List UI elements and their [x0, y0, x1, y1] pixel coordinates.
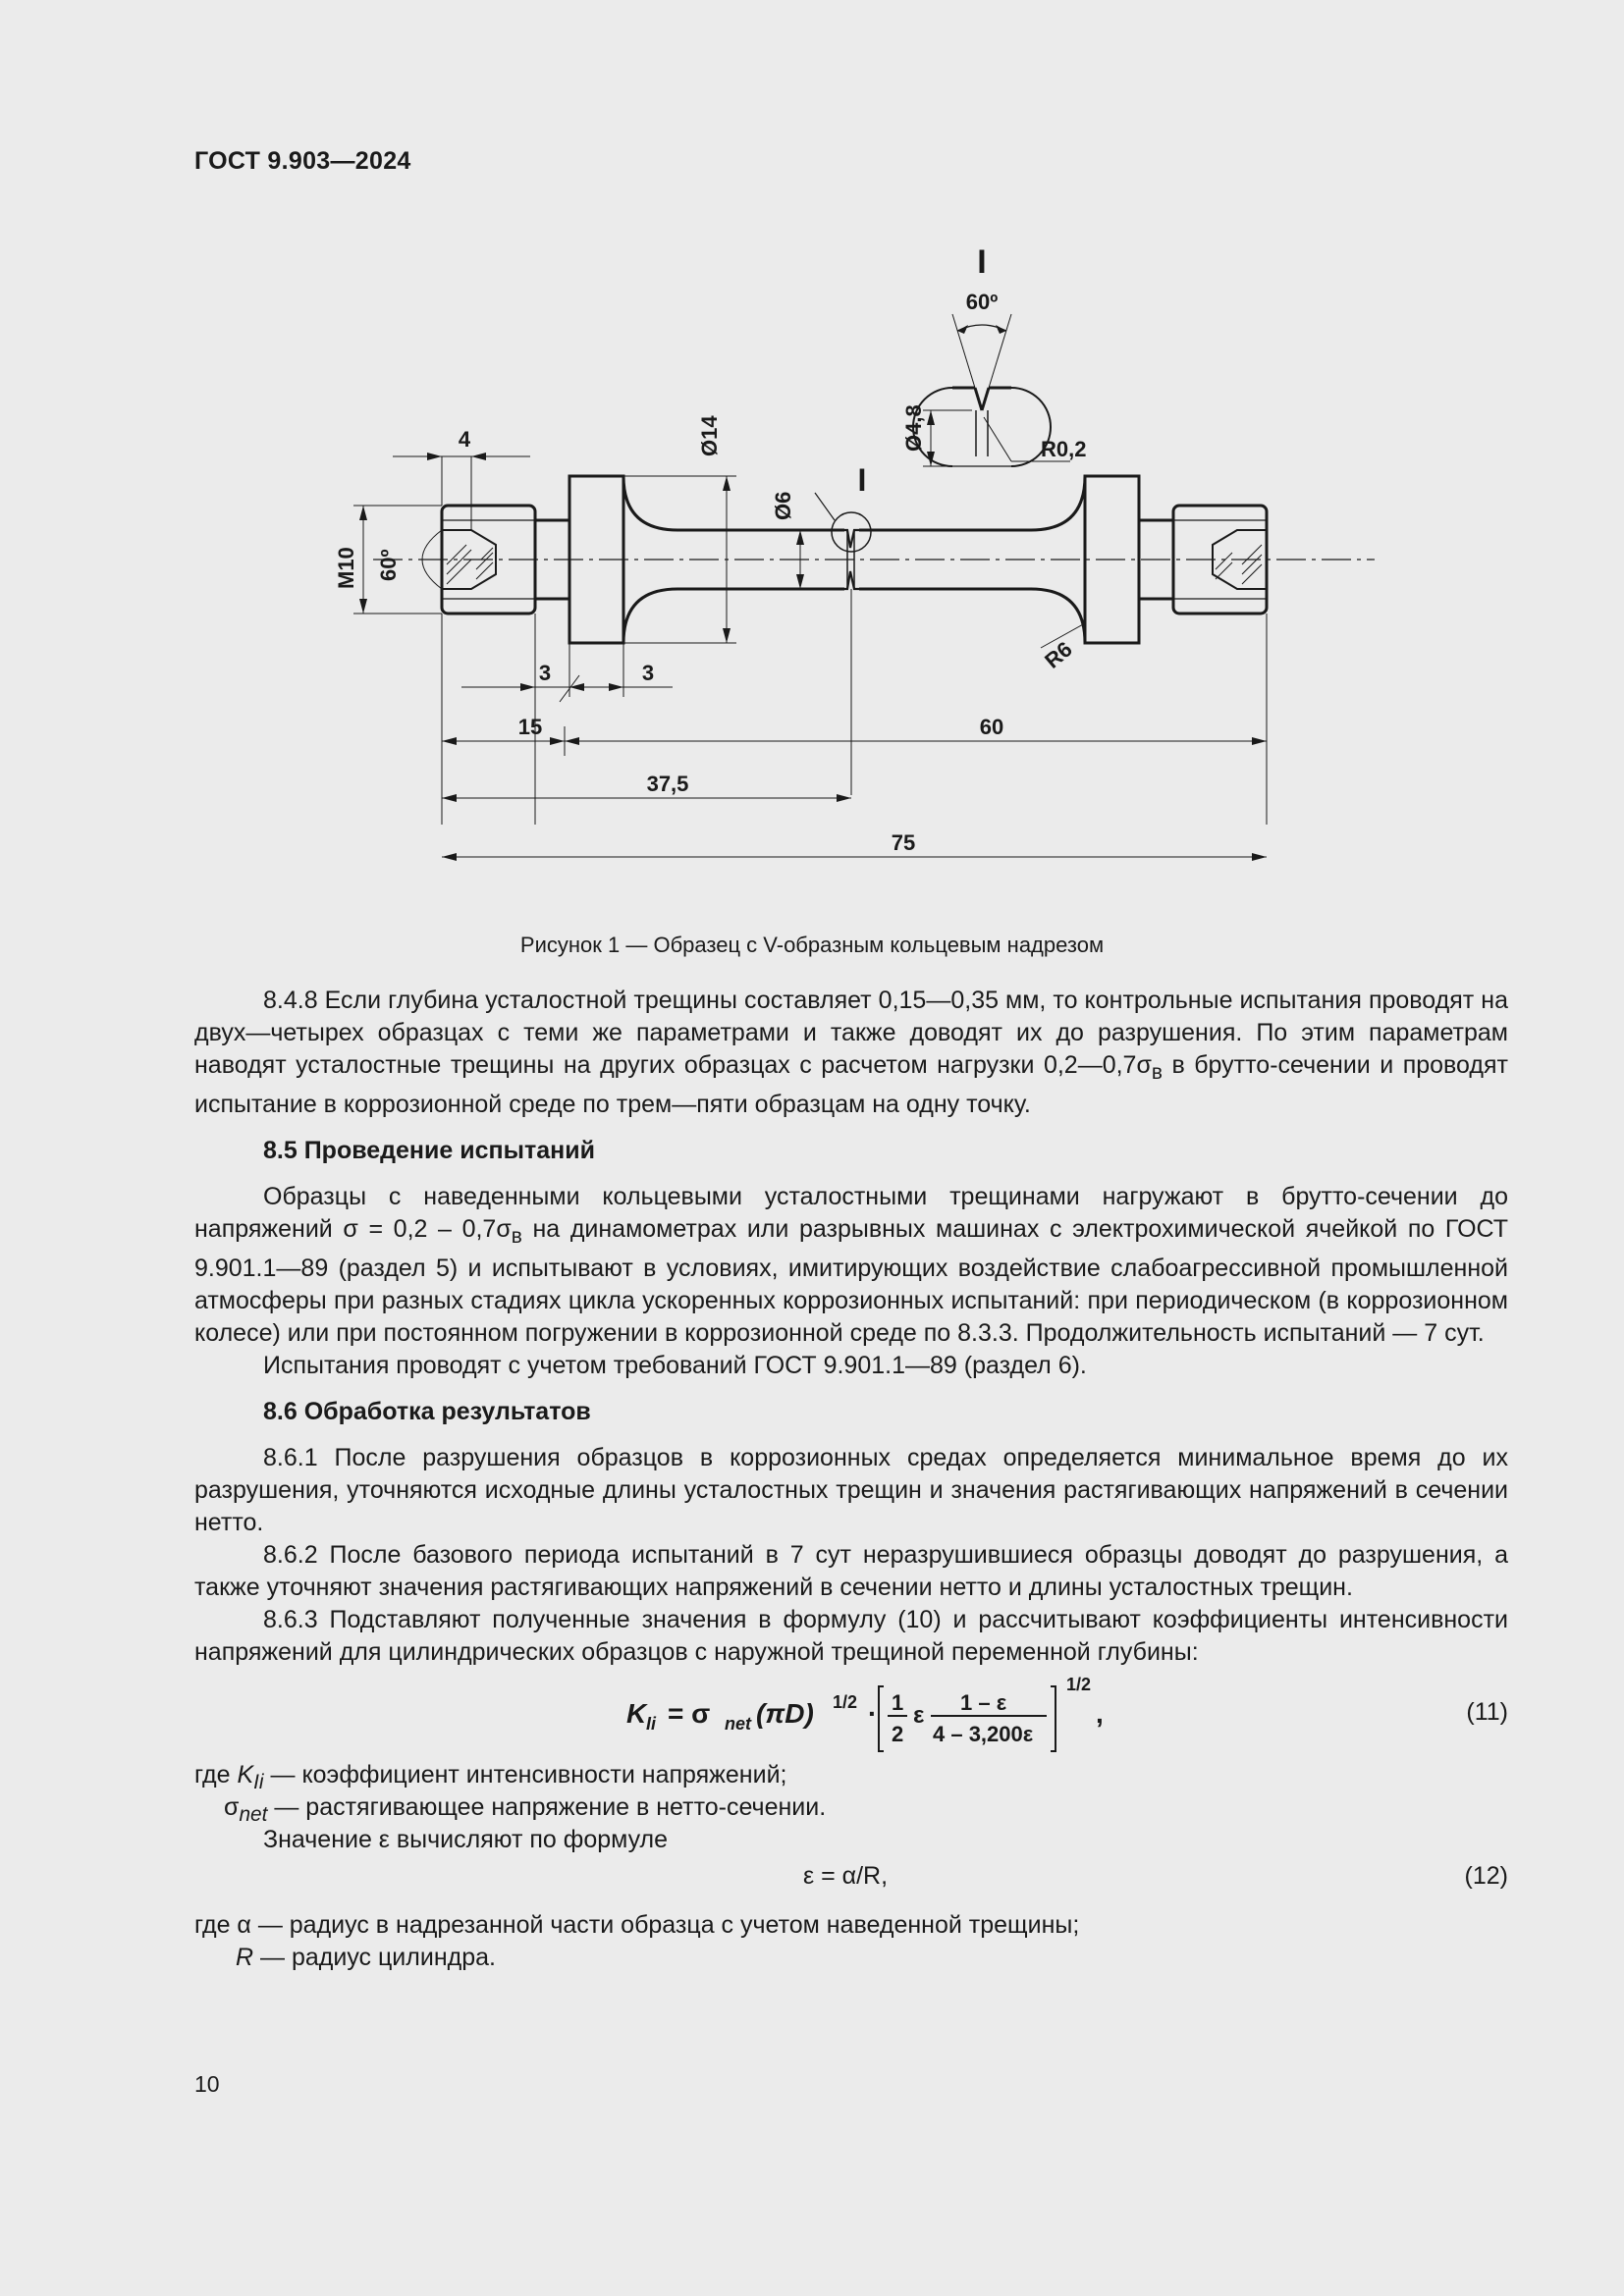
thread-label: M10 — [334, 547, 358, 589]
where-sigma: $\sigma_{net}$ — растягивающее напряжение в нетто-сечении. — [224, 1793, 827, 1826]
svg-text:net: net — [725, 1714, 751, 1734]
where-k: где $K_{Ii}$ — коэффициент интенсивности напряжений; — [194, 1761, 787, 1793]
formula-11-svg — [626, 1669, 1137, 1759]
document-code: ГОСТ 9.903—2024 — [194, 147, 411, 175]
detail-mark-label: I — [977, 243, 987, 281]
left-angle-label: 60º — [376, 549, 401, 581]
formula-12-number: (12) — [1464, 1862, 1508, 1890]
left-hatch — [447, 545, 493, 584]
paragraph-eps: Значение ε вычисляют по формуле — [263, 1826, 669, 1853]
svg-text:K: K — [626, 1698, 647, 1729]
svg-text:= σ: = σ — [668, 1698, 711, 1729]
svg-text:1 – ε: 1 – ε — [960, 1690, 1007, 1715]
dim-3-right-label: 3 — [641, 661, 655, 685]
formula-11 — [194, 1669, 1508, 1759]
svg-text:,: , — [1096, 1698, 1104, 1729]
dim-75-label: 75 — [891, 830, 916, 855]
detail-mark-small-label: I — [857, 462, 867, 498]
gauge-bottom-left — [623, 589, 844, 643]
svg-text:1/2: 1/2 — [833, 1692, 858, 1712]
svg-text:4 – 3,200ε: 4 – 3,200ε — [933, 1722, 1034, 1746]
paragraph-8-4-8: 8.4.8 Если глубина усталостной трещины составляет 0,15—0,35 мм, то контрольные испытания проводят на двух—четырех образцах с теми же параметрами и также доводят их до разрушения. По этим параметрам наводят усталостные трещины на других образцах с расчетом нагрузки $0,2—0,7\sigma_в$ в брутто-сечении и проводят испытание в коррозионной среде по трем—пяти образцам на одну точку. — [194, 987, 1508, 1118]
dim-60-label: 60 — [979, 715, 1004, 739]
gauge-diameter-label: Ø6 — [771, 491, 795, 520]
svg-text:2: 2 — [892, 1722, 904, 1746]
page-number: 10 — [194, 2071, 220, 2097]
formula-11-number: (11) — [1466, 1698, 1508, 1726]
specimen-drawing — [324, 236, 1404, 903]
dim-15-label: 15 — [517, 715, 543, 739]
formula-12-text: ε = α/R, — [803, 1862, 889, 1890]
svg-text:·: · — [868, 1698, 878, 1729]
svg-text:1/2: 1/2 — [1066, 1675, 1092, 1694]
gauge-bottom-right — [859, 589, 1085, 643]
body-text — [194, 985, 1508, 1974]
detail-radius-label: R0,2 — [1041, 437, 1087, 461]
paragraph-8-6-3: 8.6.3 Подставляют полученные значения в формулу (10) и рассчитывают коэффициенты интенсивности напряжений для цилиндрических образцов с наружной трещиной переменной глубины: — [194, 1606, 1508, 1666]
heading-8-5: 8.5 Проведение испытаний — [263, 1137, 595, 1164]
detail-angle-label: 60º — [965, 290, 999, 314]
svg-text:1: 1 — [892, 1690, 904, 1715]
dim-3-left-label: 3 — [538, 661, 552, 685]
dim-37-5-label: 37,5 — [646, 772, 689, 796]
paragraph-8-5-b: Испытания проводят с учетом требований ГОСТ 9.901.1—89 (раздел 6). — [263, 1352, 1087, 1379]
where-alpha: где α — радиус в надрезанной части образца с учетом наведенной трещины; — [194, 1911, 1080, 1939]
right-hatch — [1216, 545, 1262, 584]
gauge-top-left — [623, 476, 844, 530]
flange-diameter-label: Ø14 — [697, 415, 722, 456]
where-r: R — радиус цилиндра. — [236, 1944, 496, 1971]
svg-text:Ii: Ii — [646, 1714, 657, 1734]
paragraph-8-5-a: Образцы с наведенными кольцевыми усталостными трещинами нагружают в брутто-сечении до напряжений $\sigma = 0,2 - 0,7\sigma_в$ на динамометрах или разрывных машинах с электрохимической ячейкой по ГОСТ 9.901.1—89 (раздел 5) и испытывают в условиях, имитирующих воздействие слабоагрессивной промышленной атмосферы при разных стадиях цикла ускоренных коррозионных испытаний: при периодическом (в коррозионном колесе) или при постоянном погружении в коррозионной среде по 8.3.3. Продолжительность испытаний — 7 сут. — [194, 1183, 1509, 1347]
dim-4-label: 4 — [458, 427, 471, 452]
paragraph-8-6-1: 8.6.1 После разрушения образцов в коррозионных средах определяется минимальное время до их разрушения, уточняются исходные длины усталостных трещин и значения растягивающих напряжений в сечении нетто. — [194, 1444, 1508, 1536]
figure-caption: Рисунок 1 — Образец с V-образным кольцевым надрезом — [519, 933, 1105, 957]
paragraph-8-6-2: 8.6.2 После базового периода испытаний в 7 сут неразрушившиеся образцы доводят до разрушения, а также уточняют значения растягивающих напряжений в сечении нетто и длины усталостных трещин. — [194, 1541, 1508, 1601]
specimen-drawing-svg — [324, 236, 1404, 903]
gauge-top-right — [859, 476, 1085, 530]
svg-text:ε: ε — [913, 1702, 925, 1729]
heading-8-6: 8.6 Обработка результатов — [263, 1398, 591, 1425]
fillet-radius-label: R6 — [1040, 636, 1077, 673]
svg-text:(πD): (πD) — [756, 1698, 814, 1729]
notch-diameter-label: Ø4,8 — [901, 404, 926, 452]
formula-12 — [194, 1856, 1508, 1896]
